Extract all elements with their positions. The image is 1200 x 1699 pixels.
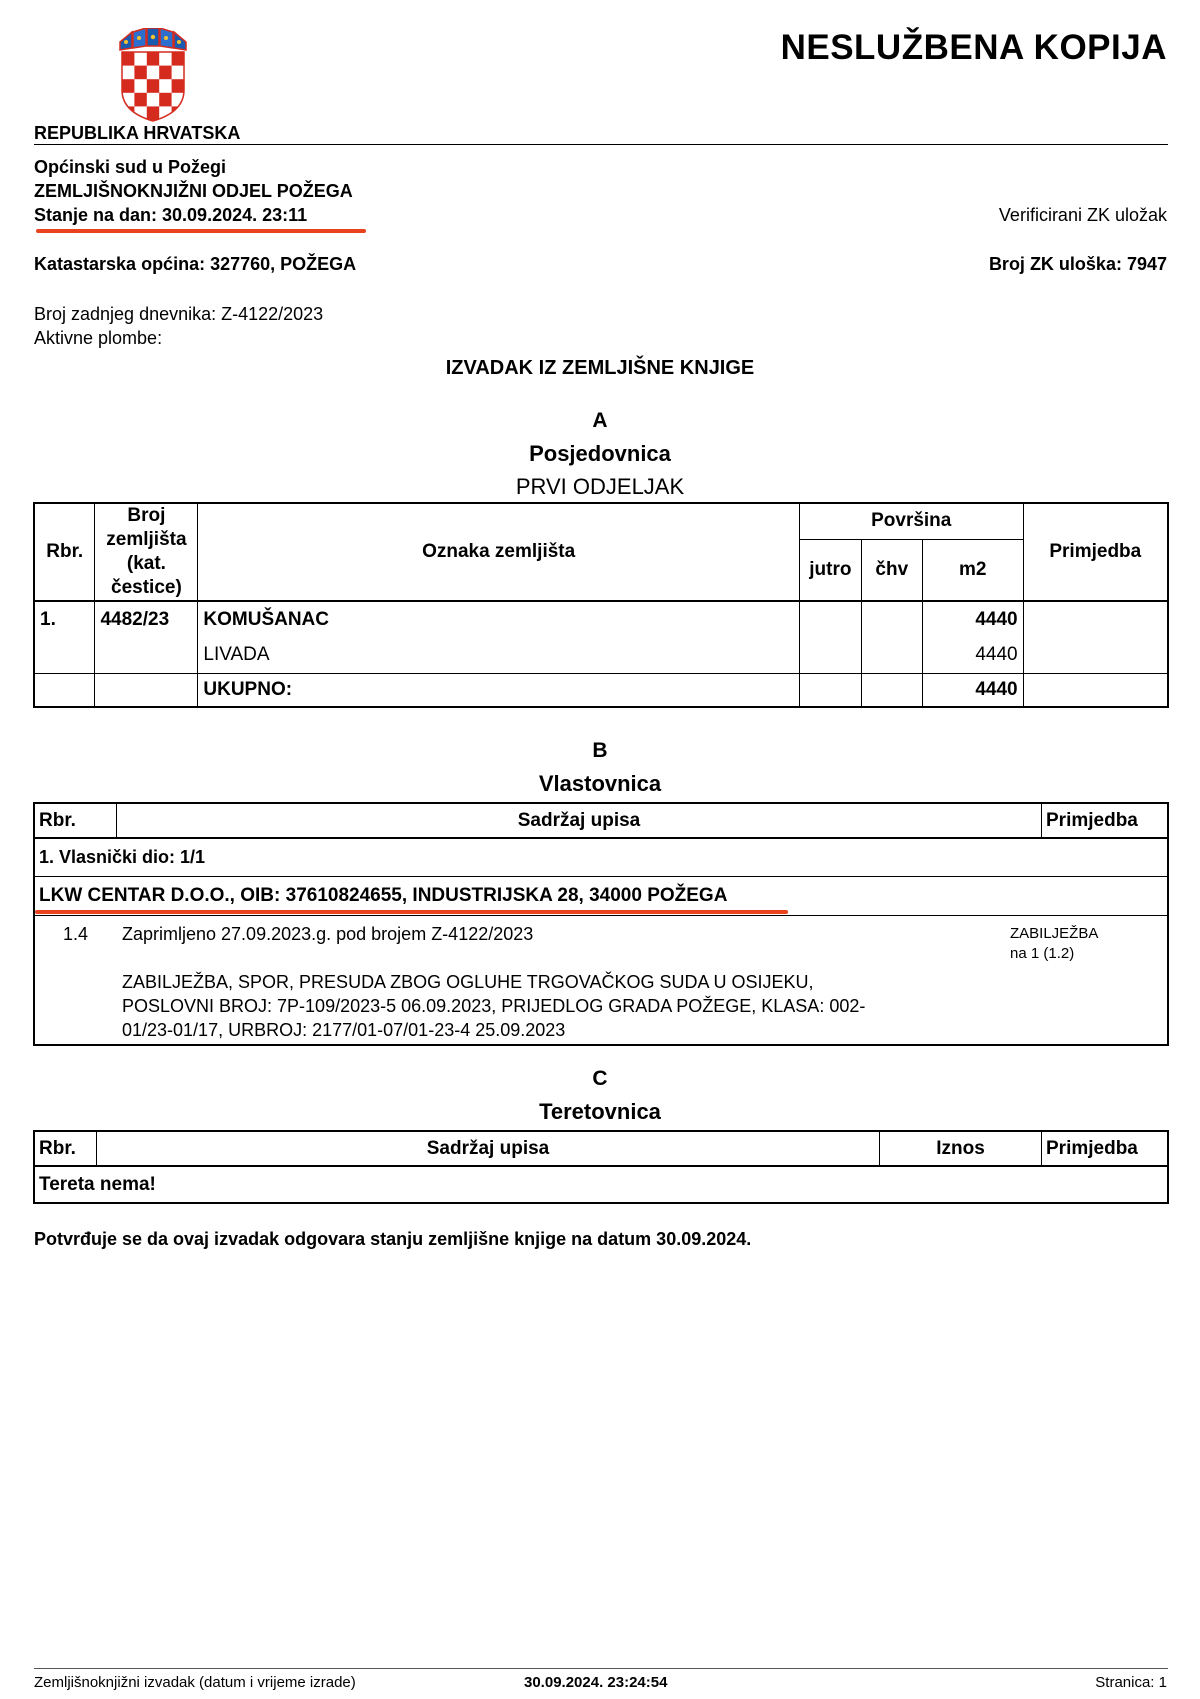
row-designation: LIVADA [198, 637, 799, 673]
row-rbr: 1. [34, 601, 95, 637]
col-content: Sadržaj upisa [426, 1138, 550, 1159]
total-row [34, 673, 1168, 707]
footer-label: Zemljišnoknjižni izvadak (datum i vrijeme izrade) [34, 1674, 356, 1691]
entry-received: Zaprimljeno 27.09.2023.g. pod brojem Z-4122/2023 [122, 924, 534, 944]
department-name: ZEMLJIŠNOKNJIŽNI ODJEL POŽEGA [34, 181, 353, 201]
confirmation-text: Potvrđuje se da ovaj izvadak odgovara stanju zemljišne knjige na datum 30.09.2024. [34, 1229, 752, 1249]
col-rbr: Rbr. [39, 810, 76, 831]
entry-text-line: POSLOVNI BROJ: 7P-109/2023-5 06.09.2023, PRIJEDLOG GRADA POŽEGE, KLASA: 002- [122, 996, 866, 1016]
section-a-title: Posjedovnica [529, 441, 671, 466]
row-note [1023, 601, 1168, 637]
possession-table [33, 502, 1169, 708]
col-chv: čhv [861, 539, 922, 601]
country-name: REPUBLIKA HRVATSKA [34, 123, 241, 143]
col-note: Primjedba [1046, 810, 1138, 831]
table-row [34, 637, 1168, 673]
total-m2: 4440 [922, 673, 1023, 707]
col-parcel: Broj zemljišta (kat. čestice) [95, 503, 198, 601]
col-rbr: Rbr. [39, 1138, 76, 1159]
last-diary-number: Broj zadnjeg dnevnika: Z-4122/2023 [34, 304, 324, 324]
col-area: Površina [799, 503, 1023, 539]
owner-underline [35, 910, 788, 914]
owner-entry: LKW CENTAR D.O.O., OIB: 37610824655, INDUSTRIJSKA 28, 34000 POŽEGA [39, 885, 728, 906]
cadastral-municipality: Katastarska općina: 327760, POŽEGA [34, 254, 357, 274]
row-jutro [799, 601, 861, 637]
document-title: IZVADAK IZ ZEMLJIŠNE KNJIGE [445, 357, 755, 379]
entry-text [122, 970, 865, 1042]
col-note: Primjedba [1046, 1138, 1138, 1159]
footer-divider [34, 1668, 1168, 1669]
entry-text-line: 01/23-01/17, URBROJ: 2177/01-07/01-23-4 25.09.2023 [122, 1020, 566, 1040]
unofficial-copy-watermark: NESLUŽBENA KOPIJA [780, 28, 1167, 67]
verified-label: Verificirani ZK uložak [998, 205, 1167, 225]
section-a-letter: A [592, 409, 608, 432]
row-parcel: 4482/23 [95, 601, 198, 637]
section-b-letter: B [592, 739, 608, 762]
entry-note: ZABILJEŽBA na 1 (1.2) [1010, 925, 1099, 962]
row-designation: KOMUŠANAC [198, 601, 799, 637]
col-note: Primjedba [1023, 503, 1168, 601]
section-c-letter: C [592, 1067, 608, 1090]
section-c-title: Teretovnica [539, 1099, 661, 1124]
col-m2: m2 [922, 539, 1023, 601]
col-amount: Iznos [936, 1138, 985, 1159]
section-b-title: Vlastovnica [538, 771, 662, 796]
col-content: Sadržaj upisa [517, 810, 641, 831]
ownership-header [35, 804, 1167, 839]
state-as-of: Stanje na dan: 30.09.2024. 23:11 [34, 205, 308, 225]
ownership-box [33, 802, 1169, 1046]
no-burdens: Tereta nema! [39, 1174, 156, 1195]
ownership-share: 1. Vlasnički dio: 1/1 [39, 847, 206, 867]
table-row [34, 601, 1168, 637]
footer-datetime: 30.09.2024. 23:24:54 [524, 1674, 668, 1691]
coat-of-arms-icon [118, 28, 188, 122]
header-divider [34, 144, 1168, 145]
active-seals: Aktivne plombe: [34, 328, 163, 348]
col-jutro: jutro [799, 539, 861, 601]
total-label: UKUPNO: [198, 673, 799, 707]
row-m2: 4440 [922, 601, 1023, 637]
row-chv [861, 601, 922, 637]
burdens-box [33, 1130, 1169, 1204]
court-name: Općinski sud u Požegi [34, 157, 227, 177]
burdens-header [35, 1132, 1167, 1167]
col-rbr: Rbr. [34, 503, 95, 601]
zk-number: Broj ZK uloška: 7947 [988, 254, 1167, 274]
col-designation: Oznaka zemljišta [198, 503, 799, 601]
entry-number: 1.4 [63, 924, 89, 944]
state-underline [36, 229, 366, 233]
footer-page: Stranica: 1 [1095, 1674, 1167, 1691]
section-a-subtitle: PRVI ODJELJAK [515, 474, 685, 499]
entry-text-line: ZABILJEŽBA, SPOR, PRESUDA ZBOG OGLUHE TRGOVAČKOG SUDA U OSIJEKU, [122, 972, 814, 992]
row-m2: 4440 [922, 637, 1023, 673]
